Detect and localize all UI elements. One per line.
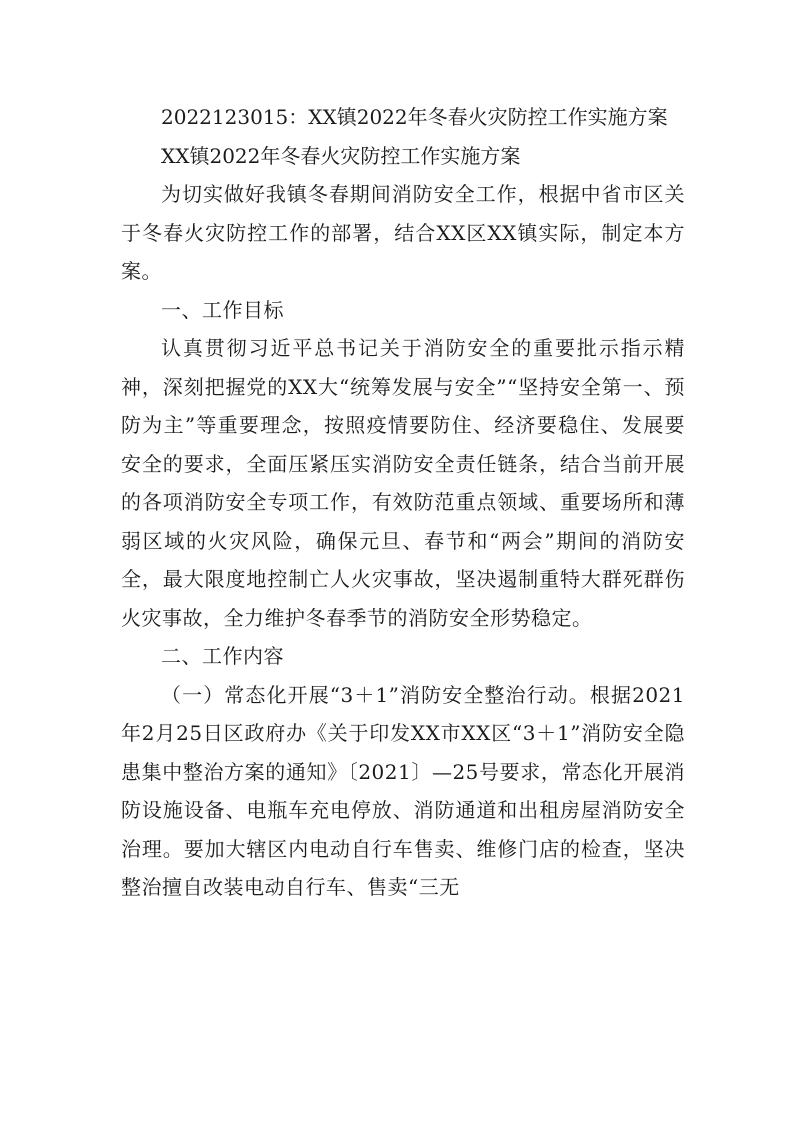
document-body bbox=[121, 98, 685, 907]
document-header-line: 2022123015：XX镇2022年冬春火灾防控工作实施方案 bbox=[161, 105, 668, 129]
intro-paragraph: 为切实做好我镇冬春期间消防安全工作，根据中省市区关于冬春火灾防控工作的部署，结合XX区XX镇实际，制定本方案。 bbox=[121, 182, 685, 283]
document-title: XX镇2022年冬春火灾防控工作实施方案 bbox=[161, 143, 521, 168]
content-item-1-paragraph: （一）常态化开展“3＋1”消防安全整治行动。根据2021年2月25日区政府办《关于印发XX市XX区“3＋1”消防安全隐患集中整治方案的通知》〔2021〕—25号要求，常态化开展消防设施设备、电瓶车充电停放、消防通道和出租房屋消防安全治理。要加大辖区内电动自行车售卖、维修门店的检查，坚决整治擅自改装电动自行车、售卖“三无 bbox=[121, 682, 685, 899]
goals-paragraph: 认真贯彻习近平总书记关于消防安全的重要批示指示精神，深刻把握党的XX大“统筹发展与安全”“坚持安全第一、预防为主”等重要理念，按照疫情要防住、经济要稳住、发展要安全的要求，全面压紧压实消防安全责任链条，结合当前开展的各项消防安全专项工作，有效防范重点领域、重要场所和薄弱区域的火灾风险，确保元旦、春节和“两会”期间的消防安全，最大限度地控制亡人火灾事故，坚决遏制重特大群死群伤火灾事故，全力维护冬春季节的消防安全形势稳定。 bbox=[121, 336, 685, 630]
section-heading-goals: 一、工作目标 bbox=[161, 297, 284, 322]
section-heading-content: 二、工作内容 bbox=[161, 644, 284, 668]
